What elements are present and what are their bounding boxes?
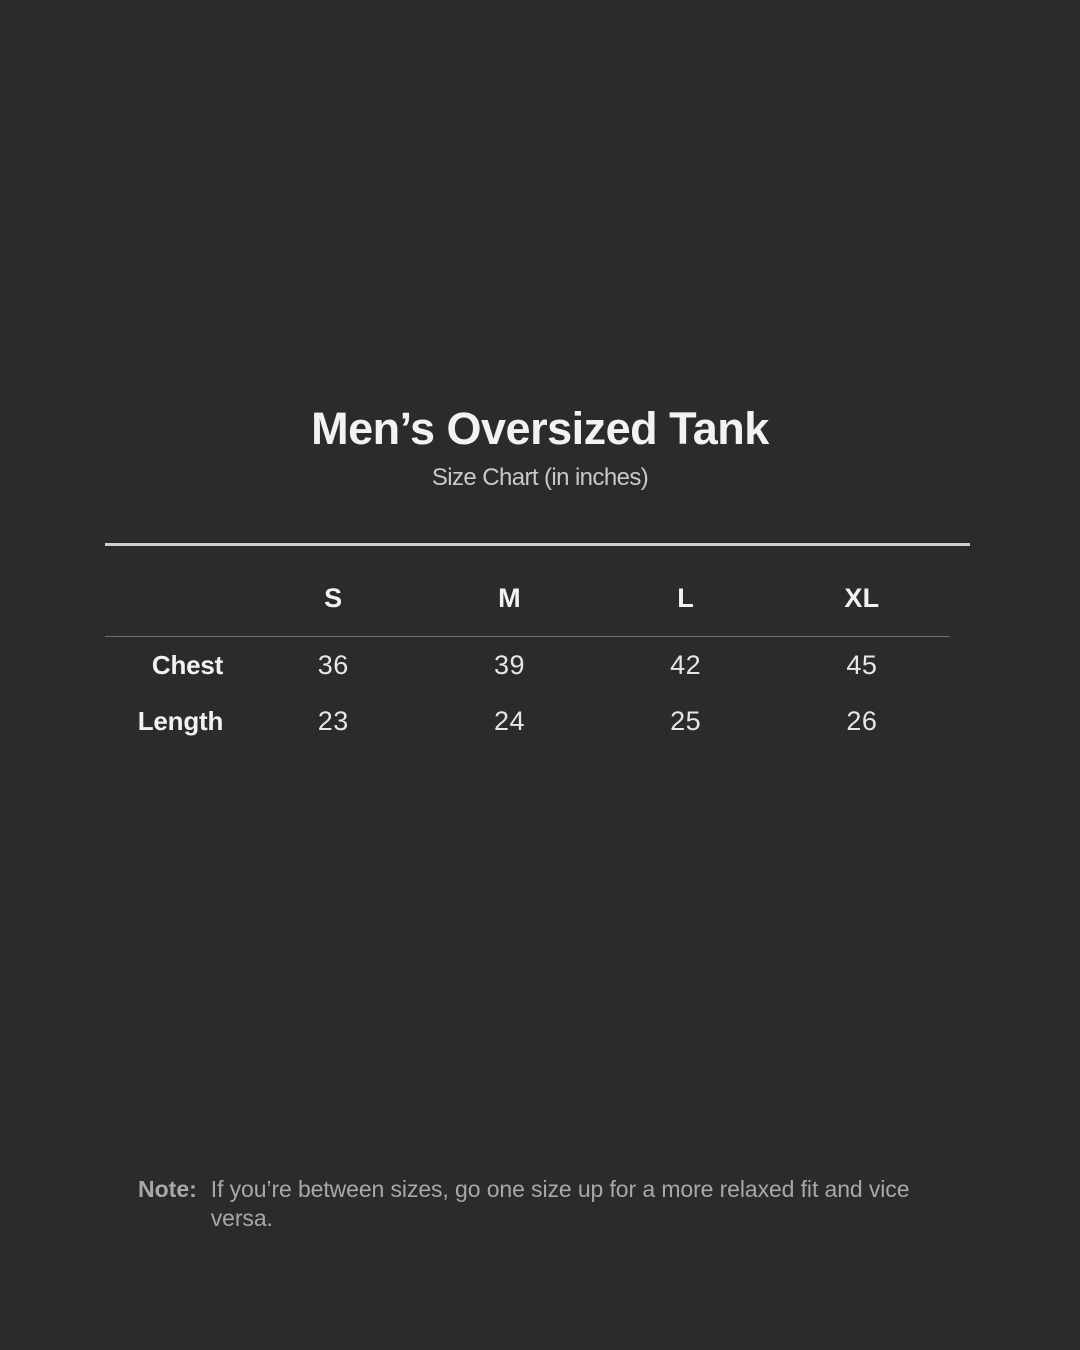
column-header-m: M	[421, 560, 597, 637]
table-header-row	[105, 560, 950, 637]
header	[0, 405, 1080, 492]
cell-chest-m: 39	[493, 649, 525, 680]
column-header-xl: XL	[774, 560, 950, 637]
size-chart-table-wrapper	[105, 560, 970, 749]
column-header-l: L	[598, 560, 774, 637]
page-title: Men’s Oversized Tank	[311, 403, 769, 454]
cell-length-l: 25	[670, 705, 702, 736]
note-text: If you’re between sizes, go one size up for a more relaxed fit and vice versa.	[210, 1176, 910, 1231]
header-divider	[105, 543, 970, 546]
row-label-chest: Chest	[151, 649, 224, 680]
note-label: Note:	[138, 1176, 197, 1202]
cell-chest-s: 36	[317, 649, 349, 680]
table-corner-cell	[105, 560, 245, 637]
table-row	[105, 637, 950, 694]
cell-chest-xl: 45	[846, 649, 878, 680]
page-subtitle: Size Chart (in inches)	[431, 464, 649, 492]
cell-length-m: 24	[493, 705, 525, 736]
table-row	[105, 693, 950, 749]
row-label-length: Length	[137, 705, 224, 736]
note	[138, 1175, 968, 1233]
size-chart-table	[105, 560, 950, 749]
cell-chest-l: 42	[670, 649, 702, 680]
cell-length-xl: 26	[846, 705, 878, 736]
cell-length-s: 23	[317, 705, 349, 736]
column-header-s: S	[245, 560, 421, 637]
